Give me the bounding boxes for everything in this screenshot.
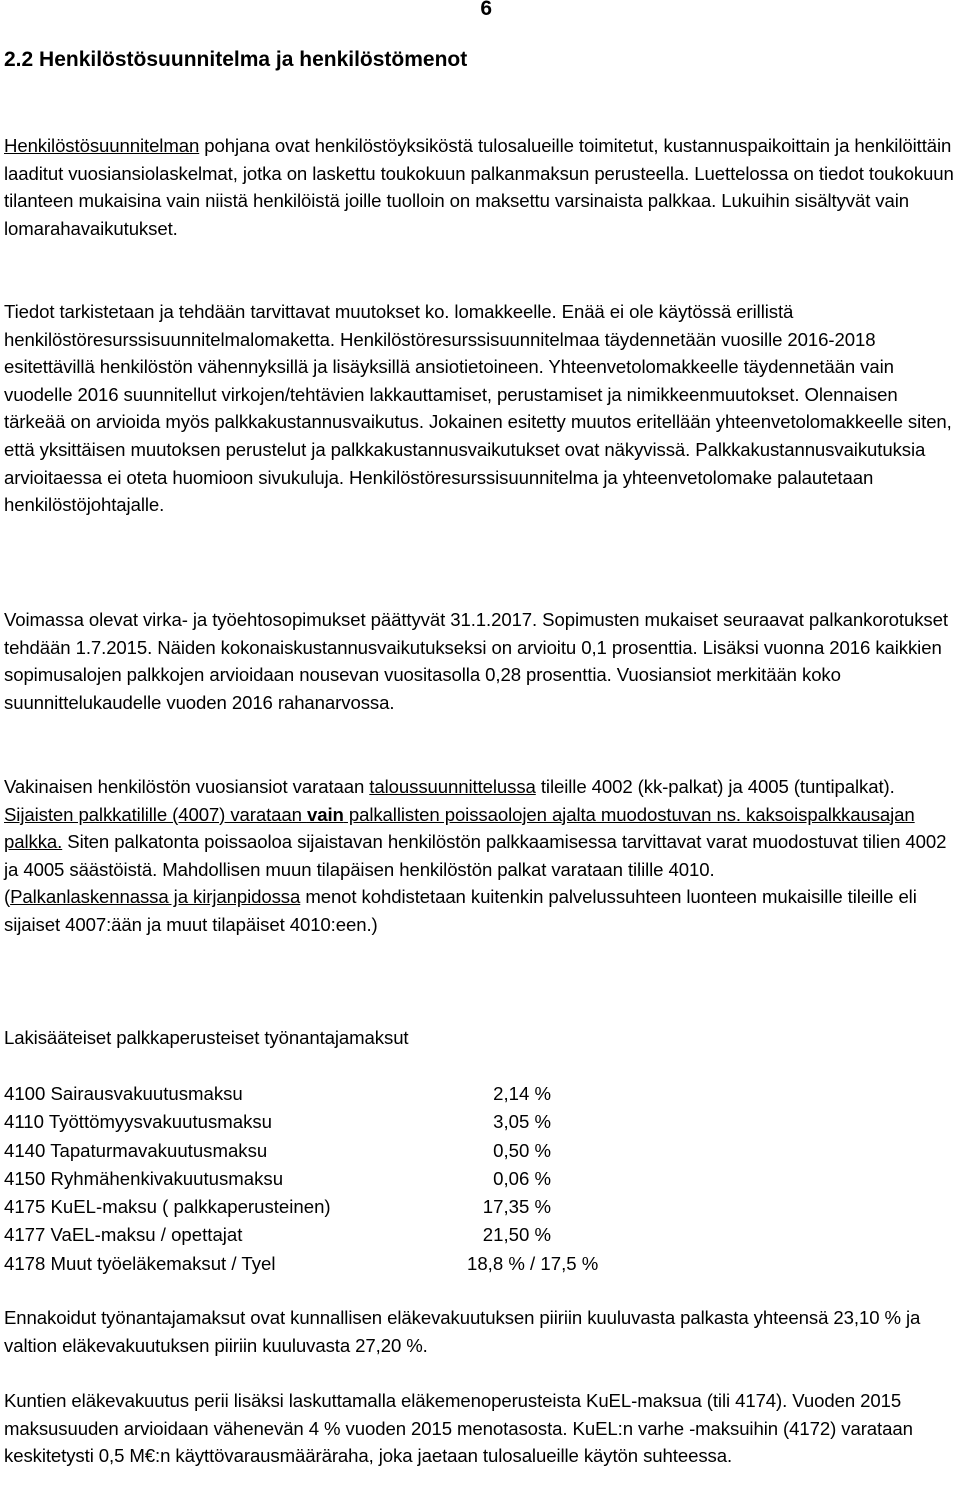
rate-value: 3,05 % bbox=[493, 1111, 551, 1133]
text-segment: tileille 4002 (kk-palkat) ja 4005 (tuntipalkat). bbox=[535, 776, 895, 797]
rate-name: 4177 VaEL-maksu / opettajat bbox=[4, 1224, 243, 1246]
rate-value: 0,50 % bbox=[493, 1139, 551, 1161]
rates-title: Lakisääteiset palkkaperusteiset työnantajamaksut bbox=[4, 1027, 409, 1048]
bold-term: vain bbox=[306, 803, 344, 825]
underlined-term: Henkilöstösuunnitelman bbox=[4, 135, 200, 156]
rate-row bbox=[4, 1108, 704, 1136]
paragraph-personnel-plan bbox=[4, 132, 960, 242]
rate-name: 4110 Työttömyysvakuutusmaksu bbox=[4, 1111, 273, 1133]
rate-name: 4178 Muut työeläkemaksut / Tyel bbox=[4, 1252, 276, 1274]
paragraph-agreements: Voimassa olevat virka- ja työehtosopimukset päättyvät 31.1.2017. Sopimusten mukaiset seuraavat palkankorotukset tehdään 1.7.2015. Näiden kokonaiskustannusvaikutukseksi on arvioitu 0,1 prosenttia. Lisäksi vuonna 2016 kaikkien sopimusalojen palkkojen arvioidaan nousevan vuositasolla 0,28 prosenttia. Vuosiansiot merkitään koko suunnittelukaudelle vuoden 2016 rahanarvossa. bbox=[4, 609, 948, 713]
paragraph-text: pohjana ovat henkilöstöyksiköstä tulosalueille toimitetut, kustannuspaikoittain ja henkilöittäin laaditut vuosiansiolaskelmat, jotka on laskettu toukokuun palkanmaksun perusteella. Luettelossa on tiedot toukokuun tilanteen mukaisina vain niistä henkilöistä joille tuolloin on maksettu varsinaista palkkaa. Lukuihin sisältyvät vain lomarahavaikutukset. bbox=[4, 135, 954, 239]
rate-value: 21,50 % bbox=[482, 1224, 551, 1246]
rate-value: 17,35 % bbox=[482, 1196, 551, 1218]
rate-value: 0,06 % bbox=[493, 1167, 551, 1189]
rate-name: 4175 KuEL-maksu ( palkkaperusteinen) bbox=[4, 1196, 331, 1218]
rate-row bbox=[4, 1165, 704, 1193]
text-segment: Siten palkatonta poissaoloa sijaistavan henkilöstön palkkaamisessa tarvittavat varat muodostuvat tilien 4002 ja 4005 säästöistä. Mahdollisen muun tilapäisen henkilöstön palkat varataan tilille 4010. bbox=[4, 831, 947, 880]
rate-row bbox=[4, 1193, 704, 1221]
rate-value: 2,14 % bbox=[493, 1083, 551, 1104]
text-segment: menot kohdistetaan kuitenkin palvelussuhteen luonteen mukaisille tileille eli sijaiset 4007:ään ja muut tilapäiset 4010:een.) bbox=[4, 886, 917, 935]
rate-row bbox=[4, 1080, 704, 1108]
text-segment: ( bbox=[4, 886, 11, 908]
text-segment: Vakinaisen henkilöstön vuosiansiot varataan bbox=[4, 776, 370, 797]
rate-name: 4100 Sairausvakuutusmaksu bbox=[4, 1083, 243, 1104]
underlined-term: taloussuunnittelussa bbox=[369, 776, 536, 797]
rate-row bbox=[4, 1250, 704, 1278]
rate-name: 4150 Ryhmähenkivakuutusmaksu bbox=[4, 1167, 284, 1189]
paragraph-updates: Tiedot tarkistetaan ja tehdään tarvittavat muutokset ko. lomakkeelle. Enää ei ole käytössä erillistä henkilöstöresurssisuunnitelmalomaketta. Henkilöstöresurssisuunnitelmaa täydennetään vuosille 2016-2018 esitettävillä henkilöstön vähennyksillä ja lisäyksillä ansiotietoineen. Yhteenvetolomakkeelle täydennetään vain vuodelle 2016 suunnitellut virkojen/tehtävien lakkauttamiset, perustamiset ja nimikkeenmuutokset. Olennaisen tärkeää on arvioida myös palkkakustannusvaikutus. Jokainen esitetty muutos eritellään yhteenvetolomakkeelle siten, että yksittäisen muutoksen perustelut ja palkkakustannusvaikutukset ovat näkyvissä. Palkkakustannusvaikutuksia arvioitaessa ei oteta huomioon sivukuluja. Henkilöstöresurssisuunnitelma ja yhteenvetolomake palautetaan henkilöstöjohtajalle. bbox=[4, 301, 952, 516]
paragraph-employer-payments: Ennakoidut työnantajamaksut ovat kunnallisen eläkevakuutuksen piiriin kuuluvasta palkasta yhteensä 23,10 % ja valtion eläkevakuutuksen piiriin kuuluvasta 27,20 %. bbox=[4, 1307, 921, 1356]
rate-row bbox=[4, 1221, 704, 1249]
underlined-term: Palkanlaskennassa ja kirjanpidossa bbox=[10, 886, 301, 908]
section-heading: 2.2 Henkilöstösuunnitelma ja henkilöstömenot bbox=[4, 48, 468, 71]
rate-value: 18,8 % / 17,5 % bbox=[467, 1252, 599, 1274]
rates-table bbox=[4, 1080, 704, 1278]
rate-row bbox=[4, 1137, 704, 1165]
paragraph-salary-accounts bbox=[4, 773, 960, 939]
paragraph-pension-insurance: Kuntien eläkevakuutus perii lisäksi laskuttamalla eläkemenoperusteista KuEL-maksua (tili 4174). Vuoden 2015 maksusuuden arvioidaan vähenevän 4 % vuoden 2015 menotasosta. KuEL:n varhe -maksuihin (4172) varataan keskitetysti 0,5 M€:n käyttövarausmääräraha, joka jaetaan tulosalueille käytön suhteessa. bbox=[4, 1390, 913, 1467]
text-segment: Sijaisten palkkatilille (4007) varataan bbox=[4, 803, 307, 825]
rate-name: 4140 Tapaturmavakuutusmaksu bbox=[4, 1139, 268, 1161]
text-segment: palkallisten poissaolojen ajalta muodostuvan ns. kaksoispalkkausajan palkka. bbox=[4, 803, 915, 853]
page-number: 6 bbox=[480, 0, 492, 20]
